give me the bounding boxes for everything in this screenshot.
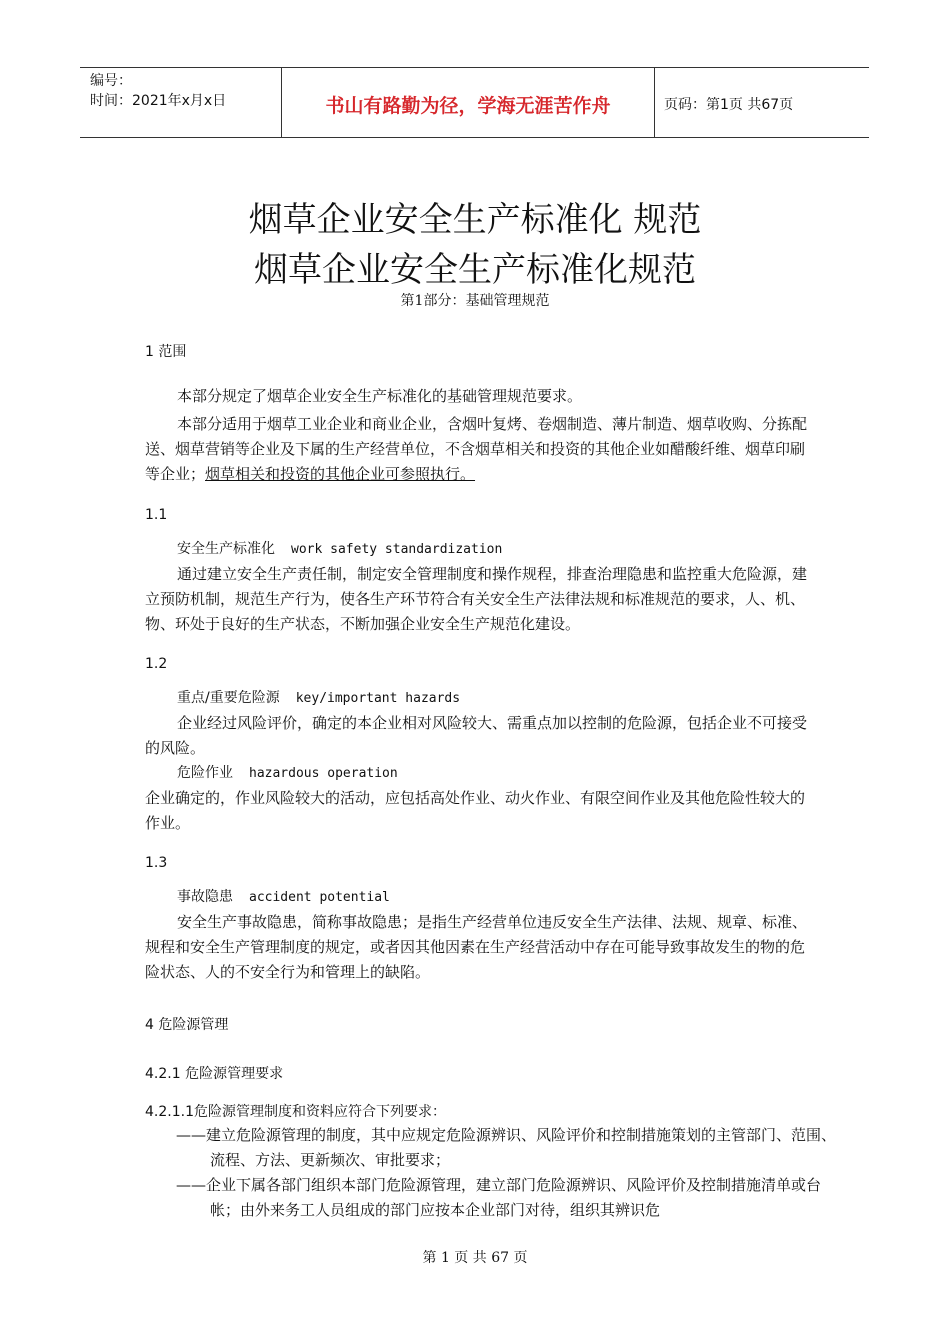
term-4-en: accident potential — [249, 890, 390, 905]
term-2 — [177, 686, 460, 711]
scope-text: 本部分适用于烟草工业企业和商业企业，含烟叶复烤、卷烟制造、薄片制造、烟草收购、分拣配送、烟草营销等企业及下属的生产经营单位，不含烟草相关和投资的其他企业如醋酸纤维、烟草印刷等企业； — [145, 415, 808, 483]
document-subtitle: 第1部分：基础管理规范 — [400, 293, 550, 309]
paragraph-scope-1: 本部分规定了烟草企业安全生产标准化的基础管理规范要求。 — [177, 387, 583, 405]
term-3-en: hazardous operation — [249, 766, 398, 781]
term-4 — [177, 885, 390, 910]
section-1-3-heading: 1.3 — [145, 855, 168, 871]
term-4-cn: 事故隐患 — [177, 889, 233, 905]
section-1-2-heading: 1.2 — [145, 656, 168, 672]
definition-3: 企业确定的，作业风险较大的活动，应包括高处作业、动火作业、有限空间作业及其他危险性较大的作业。 — [145, 789, 806, 832]
header-page-cell — [654, 68, 869, 137]
section-4-2-1-heading: 4.2.1 危险源管理要求 — [145, 1066, 284, 1082]
motto: 书山有路勤为径，学海无涯苦作舟 — [325, 95, 611, 117]
list-item: ——企业下属各部门组织本部门危险源管理，建立部门危险源辨识、风险评价及控制措施清单或台帐；由外来务工人员组成的部门应按本企业部门对待，组织其辨识危 — [176, 1176, 822, 1219]
scope-underlined-text: 烟草相关和投资的其他企业可参照执行。 — [205, 465, 476, 483]
section-1-heading: 1 范围 — [145, 344, 187, 360]
header-meta — [80, 68, 281, 137]
term-3 — [177, 761, 398, 786]
paragraph-scope-2 — [145, 412, 807, 487]
document-title-line1: 烟草企业安全生产标准化 规范 — [248, 200, 702, 240]
section-4-heading: 4 危险源管理 — [145, 1017, 229, 1033]
term-2-cn: 重点/重要危险源 — [177, 690, 280, 706]
page-header — [80, 67, 869, 138]
time-label: 时间：2021年x月x日 — [90, 93, 227, 109]
document-title-line2: 烟草企业安全生产标准化规范 — [254, 250, 696, 290]
term-1 — [177, 537, 502, 562]
page-footer: 第 1 页 共 67 页 — [422, 1250, 528, 1266]
definition-1: 通过建立安全生产责任制，制定安全管理制度和操作规程，排查治理隐患和监控重大危险源，建立预防机制，规范生产行为，使各生产环节符合有关安全生产法律法规和标准规范的要求，人、机、物、环处于良好的生产状态，不断加强企业安全生产规范化建设。 — [145, 565, 808, 633]
definition-2: 企业经过风险评价，确定的本企业相对风险较大、需重点加以控制的危险源，包括企业不可接受的风险。 — [145, 714, 808, 757]
term-2-en: key/important hazards — [295, 691, 461, 706]
header-motto-cell — [281, 68, 655, 137]
number-label: 编号： — [90, 73, 132, 89]
page-info: 页码：第1页 共67页 — [664, 97, 794, 113]
section-1-1-heading: 1.1 — [145, 507, 168, 523]
list-item: ——建立危险源管理的制度，其中应规定危险源辨识、风险评价和控制措施策划的主管部门、范围、流程、方法、更新频次、审批要求； — [176, 1126, 837, 1169]
section-4-2-1-1-heading: 4.2.1.1危险源管理制度和资料应符合下列要求： — [145, 1104, 446, 1120]
term-3-cn: 危险作业 — [177, 765, 233, 781]
definition-4: 安全生产事故隐患，简称事故隐患；是指生产经营单位违反安全生产法律、法规、规章、标准、规程和安全生产管理制度的规定，或者因其他因素在生产经营活动中存在可能导致事故发生的物的危险状态、人的不安全行为和管理上的缺陷。 — [145, 913, 808, 981]
term-1-en: work safety standardization — [291, 542, 503, 557]
term-1-cn: 安全生产标准化 — [177, 541, 275, 557]
